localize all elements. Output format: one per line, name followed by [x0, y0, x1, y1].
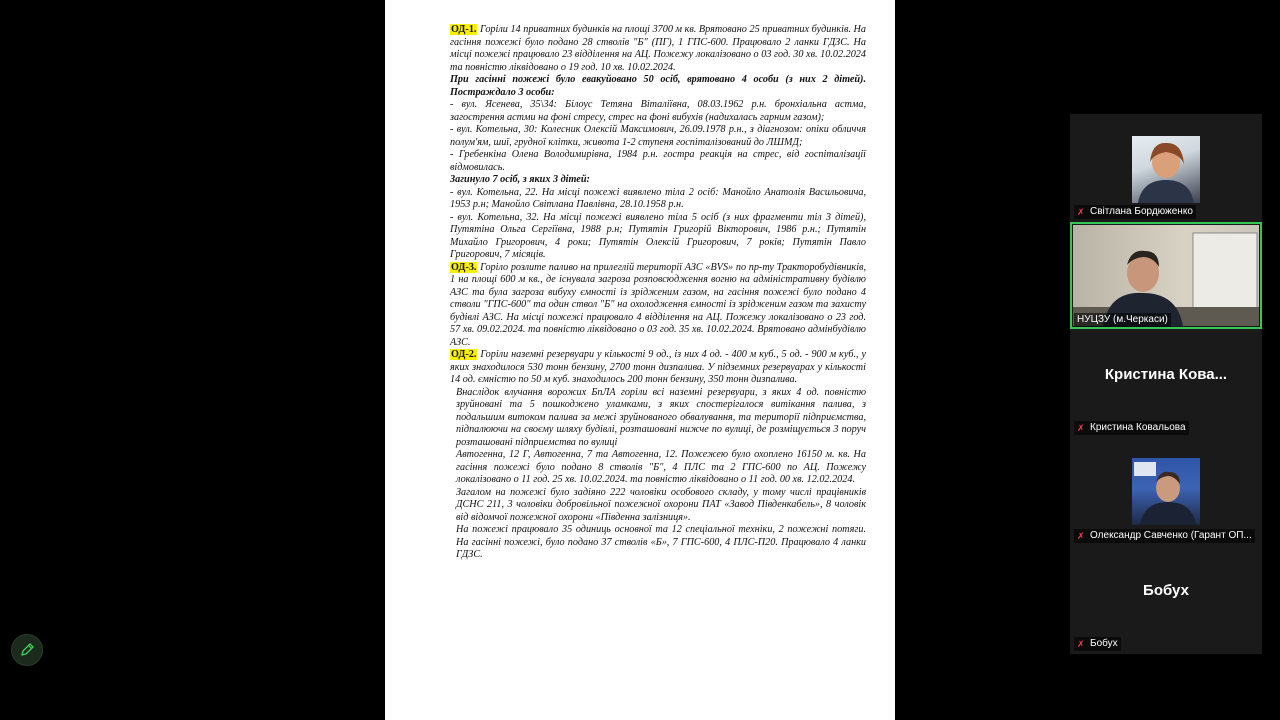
doc-paragraph: ОД-1. Горіли 14 приватних будинків на площі 3700 м кв. Врятовано 25 приватних будинків. На гасіння пожежі було подано 28 стволів "Б" (ПГ), 1 ГПС-600. Працювало 2 ланки ГДЗС. На місці пожежі працювало 23 відділення на АЦ. Пожежу локалізовано о 03 год. 30 хв. 10.02.2024 та повністю ліквідовано о 19 год. 10 хв. 10.02.2024. — [450, 24, 866, 73]
doc-paragraph: - вул. Ясенева, 35\34: Білоус Тетяна Віталіївна, 08.03.1962 р.н. бронхіальна астма, загострення астми на фоні стресу, стрес на фоні вибухів (надихалась гарним газом); — [450, 99, 866, 123]
participant-video — [1073, 225, 1259, 326]
camera-feed — [1073, 225, 1259, 326]
muted-mic-icon: ✗ — [1077, 423, 1085, 433]
doc-paragraph: - вул. Котельна, 32. На місці пожежі виявлено тіла 5 осіб (з них фрагменти тіл 3 дітей), Путятіна Ольга Сергіївна, 1988 р.н; Путятін Григорій Вікторович, 1986 р.н.; Путятін Михайло Григорович, 4 роки; Путятін Олексій Григорович, 7 років; Путятін Павло Григорович, 7 місяців. — [450, 211, 866, 260]
participant-photo — [1132, 136, 1200, 203]
doc-paragraph: - вул. Котельна, 30: Колесник Олексій Максимович, 26.09.1978 р.н., з діагнозом: опіки обличчя полум'ям, шиї, грудної клітки, живота 1-2 ступеня госпіталізований до ЛШМД; — [450, 124, 866, 148]
participant-name: НУЦЗУ (м.Черкаси) — [1074, 313, 1171, 327]
participant-tile[interactable] — [1070, 546, 1262, 653]
muted-mic-icon: ✗ — [1077, 207, 1085, 217]
doc-paragraph: Внаслідок влучання ворожих БпЛА горіли всі наземні резервуари, з яких 4 од. повністю зруйновані та 5 пошкоджено уламками, з яких спостерігалося витікання палива, з подальшим витоком палива за межі зруйнованого обвалування, та території підприємства, підпалюючи на своєму шляху будівлі, розташовані нижче по вулиці, де розміщується 3 поруч розташовані підприємства по вулиці — [456, 386, 866, 448]
doc-paragraph: На пожежі працювало 35 одиниць основної та 12 спеціальної техніки, 2 пожежні потяги. На гасінні пожежі, було подано 37 стволів «Б», 7 ГПС-600, 4 ПЛС-П20. Працювало 4 ланки ГДЗС. — [456, 524, 866, 560]
muted-mic-icon: ✗ — [1077, 639, 1085, 649]
person-silhouette-icon — [1132, 136, 1200, 203]
doc-paragraph: Загинуло 7 осіб, з яких 3 дітей: — [450, 174, 590, 185]
doc-paragraph: ОД-2. Горіли наземні резервуари у кількості 9 од., із них 4 од. - 400 м куб., 5 од. - 900 м куб., у яких знаходилося 530 тонн бензину, 2700 тонн дизпалива. У підземних резервуарах у кількості 14 од. ємністю по 50 м куб. знаходилось 200 тонн бензину, 350 тонн дизпалива. — [450, 349, 866, 385]
participant-tile[interactable] — [1070, 114, 1262, 221]
shared-document-page — [385, 0, 895, 720]
doc-paragraph: Автогенна, 12 Г, Автогенна, 7 та Автогенна, 12. Пожежею було охоплено 16150 м. кв. На гасіння пожежі було подано 8 стволів "Б", 4 ПЛС та 2 ГПС-600 по АЦ. Пожежу локалізовано о 11 год. 25 хв. 10.02.2024. та повністю ліквідовано о 11 год. 00 хв. 12.02.2024. — [456, 449, 866, 485]
participant-name: ✗ Олександр Савченко (Гарант ОП... — [1074, 529, 1255, 543]
participant-name: ✗ Кристина Ковальова — [1074, 421, 1189, 435]
participant-display-name: Бобух — [1143, 582, 1189, 599]
doc-paragraph: При гасінні пожежі було евакуйовано 50 осіб, врятовано 4 особи (з них 2 дітей). Постраждало 3 особи: — [450, 74, 866, 98]
participant-name: ✗ Світлана Бордюженко — [1074, 205, 1196, 219]
participant-tile[interactable] — [1070, 330, 1262, 437]
section-tag: ОД-1. — [451, 24, 477, 35]
participant-display-name: Кристина Кова... — [1104, 366, 1228, 383]
document-text — [450, 24, 866, 562]
participant-photo — [1132, 458, 1200, 525]
muted-mic-icon: ✗ — [1077, 531, 1085, 541]
doc-paragraph: - вул. Котельна, 22. На місці пожежі виявлено тіла 2 осіб: Манойло Анатолія Васильовича, 1953 р.н; Манойло Світлана Павлівна, 28.10.1958 р.н. — [450, 186, 866, 210]
participant-tile-active[interactable] — [1070, 222, 1262, 329]
participants-panel — [1070, 114, 1262, 654]
doc-paragraph: - Гребенкіна Олена Володимирівна, 1984 р.н. гостра реакція на стрес, від госпіталізації відмовилась. — [450, 149, 866, 173]
participant-name: ✗ Бобух — [1074, 637, 1121, 651]
person-silhouette-icon — [1132, 458, 1200, 525]
annotate-button[interactable] — [11, 634, 43, 666]
pencil-icon — [12, 635, 42, 665]
participant-tile[interactable] — [1070, 438, 1262, 545]
doc-paragraph: ОД-3. Горіло розлите паливо на прилеглій території АЗС «BVS» по пр-ту Тракторобудівників, 1 на площі 600 м кв., де існувала загроза розповсюдження вогню на адміністративну будівлю АЗС та була загроза вибуху ємності із зрідженим газом, на гасіння пожежі було подано 4 стволи "ГПС-600" та один ствол "Б" на охолодження ємності із зрідженим газом та захисту будівлі АЗС. На місці пожежі працювало 4 відділення на АЦ. Пожежу локалізовано о 23 год. 57 хв. 09.02.2024. та повністю ліквідовано о 03 год. 35 хв. 10.02.2024. Врятовано адмінбудівлю АЗС. — [450, 261, 866, 348]
doc-paragraph: Загалом на пожежі було задіяно 222 чоловіки особового складу, у тому числі працівників ДСНС 211, 3 чоловіки добровільної пожежної охорони ПАТ «Завод Південкабель», 8 чоловік від відомчої пожежної охорони «Південна залізниця». — [456, 486, 866, 523]
section-tag: ОД-3. — [451, 261, 477, 273]
section-tag: ОД-2. — [451, 349, 477, 360]
